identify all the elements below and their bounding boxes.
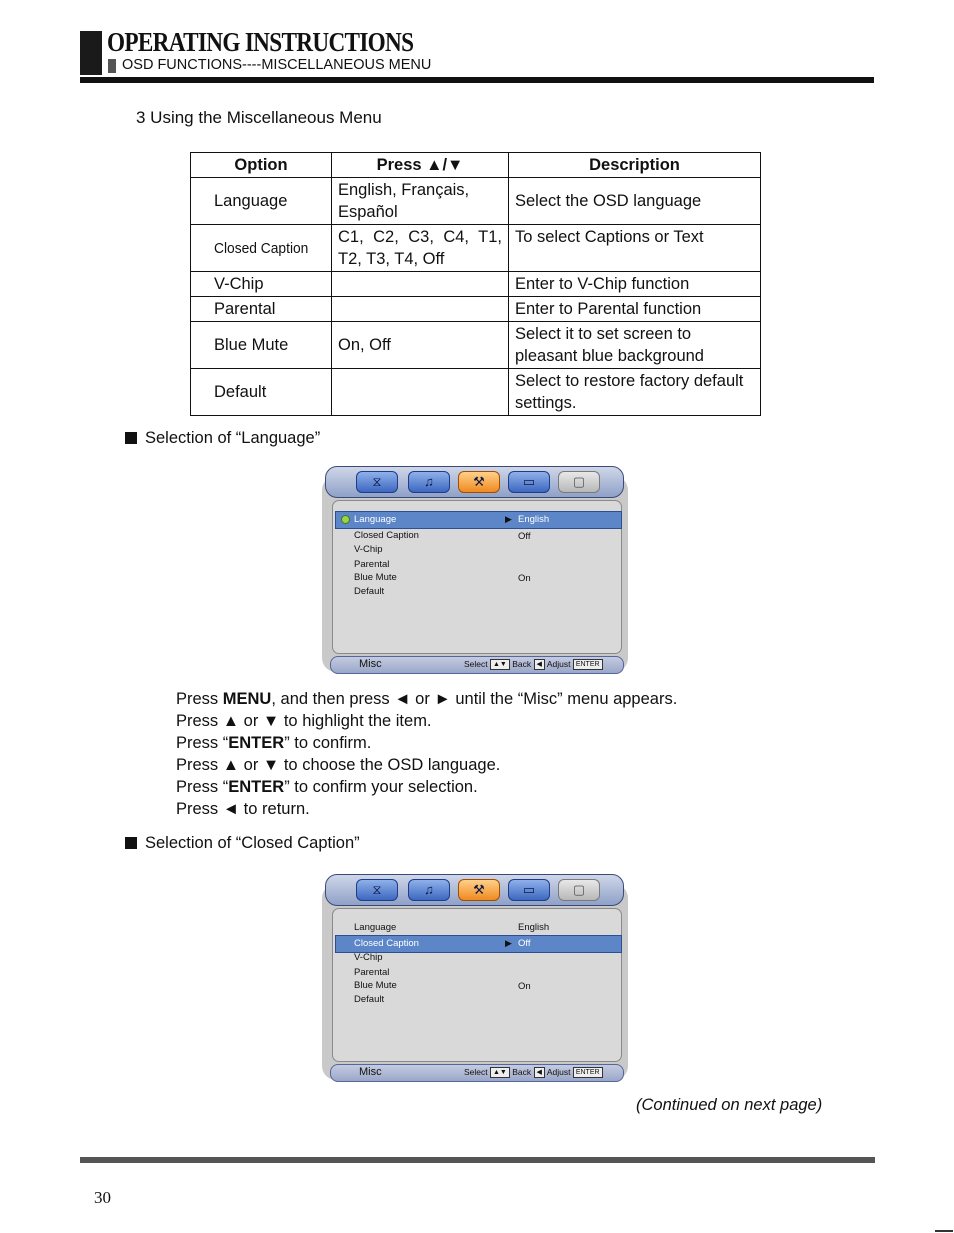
- table-row: [191, 272, 761, 297]
- table-row: [191, 297, 761, 322]
- osd-value-blue-mute: On: [518, 981, 531, 992]
- hint-select: Select: [464, 1067, 488, 1077]
- osd-footer-title: Misc: [359, 1066, 382, 1078]
- header-description: Description: [509, 153, 761, 178]
- table-row: [191, 322, 761, 369]
- header-press: Press ▲/▼: [332, 153, 509, 178]
- osd-value-closed-caption: Off: [518, 938, 531, 949]
- osd-value-language: English: [518, 922, 550, 933]
- page-subtitle: OSD FUNCTIONS----MISCELLANEOUS MENU: [122, 57, 432, 73]
- instruction-text: Press “: [176, 778, 229, 796]
- instruction-line: [176, 688, 677, 710]
- option-cell: [191, 225, 332, 272]
- osd-item-parental: Parental: [354, 967, 390, 978]
- enter-key-icon: ENTER: [573, 1067, 603, 1078]
- press-cell: [332, 369, 509, 416]
- osd-item-closed-caption: Closed Caption: [354, 938, 419, 949]
- updown-key-icon: ▲▼: [490, 1067, 510, 1078]
- monitor-icon: ▢: [558, 471, 600, 493]
- osd-value-blue-mute: On: [518, 573, 531, 584]
- instruction-line: [176, 754, 677, 776]
- osd-item-default: Default: [354, 586, 385, 597]
- table-row: [191, 178, 761, 225]
- osd-footer-hints: [464, 659, 603, 670]
- wrench-icon: ⚒: [458, 879, 500, 901]
- continued-note: (Continued on next page): [636, 1096, 823, 1114]
- instruction-text: ” to confirm.: [284, 734, 372, 752]
- osd-value-closed-caption: Off: [518, 531, 531, 542]
- section-title: 3 Using the Miscellaneous Menu: [136, 108, 382, 127]
- updown-key-icon: ▲▼: [490, 659, 510, 670]
- table-header-row: [191, 153, 761, 178]
- selection-cc-heading: [125, 834, 360, 853]
- osd-bullet-icon: [341, 515, 350, 524]
- osd-screenshot-language: [322, 466, 630, 674]
- selection-cc-text: Selection of “Closed Caption”: [145, 834, 360, 852]
- header-rule: [80, 77, 874, 83]
- instruction-text: , and then press ◄ or ► until the “Misc” menu appears.: [271, 690, 678, 708]
- page-title: OPERATING INSTRUCTIONS: [107, 27, 414, 57]
- option-cell: Language: [191, 178, 332, 225]
- instruction-line: [176, 710, 677, 732]
- left-key-icon: ◀: [534, 1067, 545, 1078]
- instruction-text: Press ◄ to return.: [176, 800, 310, 818]
- description-cell: To select Captions or Text: [509, 225, 761, 272]
- osd-footer: [330, 1064, 624, 1082]
- description-cell: Enter to V-Chip function: [509, 272, 761, 297]
- option-text: Closed Caption: [214, 239, 309, 257]
- instructions: [176, 688, 677, 820]
- osd-item-default: Default: [354, 994, 385, 1005]
- option-cell: Blue Mute: [191, 322, 332, 369]
- subtitle-marker: [108, 59, 116, 73]
- osd-item-closed-caption: Closed Caption: [354, 530, 419, 541]
- instruction-text: Press “: [176, 734, 229, 752]
- table-row: [191, 369, 761, 416]
- footer-rule: [80, 1157, 875, 1163]
- osd-screenshot-closed-caption: [322, 874, 630, 1082]
- osd-item-language: Language: [354, 514, 397, 525]
- hint-back: Back: [512, 659, 532, 669]
- osd-value-language: English: [518, 514, 550, 525]
- instruction-text: Press: [176, 690, 223, 708]
- instruction-key: MENU: [222, 690, 272, 708]
- selection-language-text: Selection of “Language”: [145, 429, 321, 447]
- osd-tab-bar: [325, 466, 624, 498]
- bullet-square-icon: [125, 837, 137, 849]
- osd-item-parental: Parental: [354, 559, 390, 570]
- music-icon: ♫: [408, 879, 450, 901]
- press-cell: [332, 272, 509, 297]
- header-option: Option: [191, 153, 332, 178]
- description-cell: Select to restore factory default settings.: [509, 369, 761, 416]
- osd-footer-hints: [464, 1067, 603, 1078]
- hint-adjust: Adjust: [546, 659, 571, 669]
- osd-item-blue-mute: Blue Mute: [354, 980, 397, 991]
- table-row: [191, 225, 761, 272]
- hint-adjust: Adjust: [546, 1067, 571, 1077]
- instruction-key: ENTER: [228, 778, 285, 796]
- wrench-icon: ⚒: [458, 471, 500, 493]
- option-cell: Parental: [191, 297, 332, 322]
- osd-pointer-icon: ▶: [505, 514, 512, 524]
- instruction-text: Press ▲ or ▼ to highlight the item.: [176, 712, 432, 730]
- osd-tab-bar: [325, 874, 624, 906]
- header-block: [80, 31, 102, 75]
- hint-select: Select: [464, 659, 488, 669]
- press-cell: C1, C2, C3, C4, T1, T2, T3, T4, Off: [332, 225, 509, 272]
- press-cell: English, Français, Español: [332, 178, 509, 225]
- press-cell: [332, 297, 509, 322]
- tv-icon: ▭: [508, 471, 550, 493]
- osd-footer-title: Misc: [359, 658, 382, 670]
- left-key-icon: ◀: [534, 659, 545, 670]
- options-table: [190, 152, 761, 416]
- music-icon: ♫: [408, 471, 450, 493]
- description-cell: Select it to set screen to pleasant blue background: [509, 322, 761, 369]
- selection-language-heading: [125, 429, 320, 448]
- description-cell: Enter to Parental function: [509, 297, 761, 322]
- instruction-text: Press ▲ or ▼ to choose the OSD language.: [176, 756, 501, 774]
- instruction-line: [176, 776, 677, 798]
- osd-item-language: Language: [354, 922, 397, 933]
- instruction-key: ENTER: [228, 734, 285, 752]
- osd-item-blue-mute: Blue Mute: [354, 572, 397, 583]
- bullet-square-icon: [125, 432, 137, 444]
- instruction-line: [176, 732, 677, 754]
- instruction-text: ” to confirm your selection.: [284, 778, 478, 796]
- osd-item-vchip: V-Chip: [354, 544, 383, 555]
- film-icon: ⧖: [356, 471, 398, 493]
- corner-mark: [935, 1230, 953, 1232]
- osd-item-vchip: V-Chip: [354, 952, 383, 963]
- osd-footer: [330, 656, 624, 674]
- description-cell: Select the OSD language: [509, 178, 761, 225]
- enter-key-icon: ENTER: [573, 659, 603, 670]
- page-number: 30: [94, 1188, 111, 1207]
- osd-pointer-icon: ▶: [505, 938, 512, 948]
- option-cell: Default: [191, 369, 332, 416]
- tv-icon: ▭: [508, 879, 550, 901]
- film-icon: ⧖: [356, 879, 398, 901]
- option-cell: V-Chip: [191, 272, 332, 297]
- press-cell: On, Off: [332, 322, 509, 369]
- monitor-icon: ▢: [558, 879, 600, 901]
- hint-back: Back: [512, 1067, 532, 1077]
- instruction-line: [176, 798, 677, 820]
